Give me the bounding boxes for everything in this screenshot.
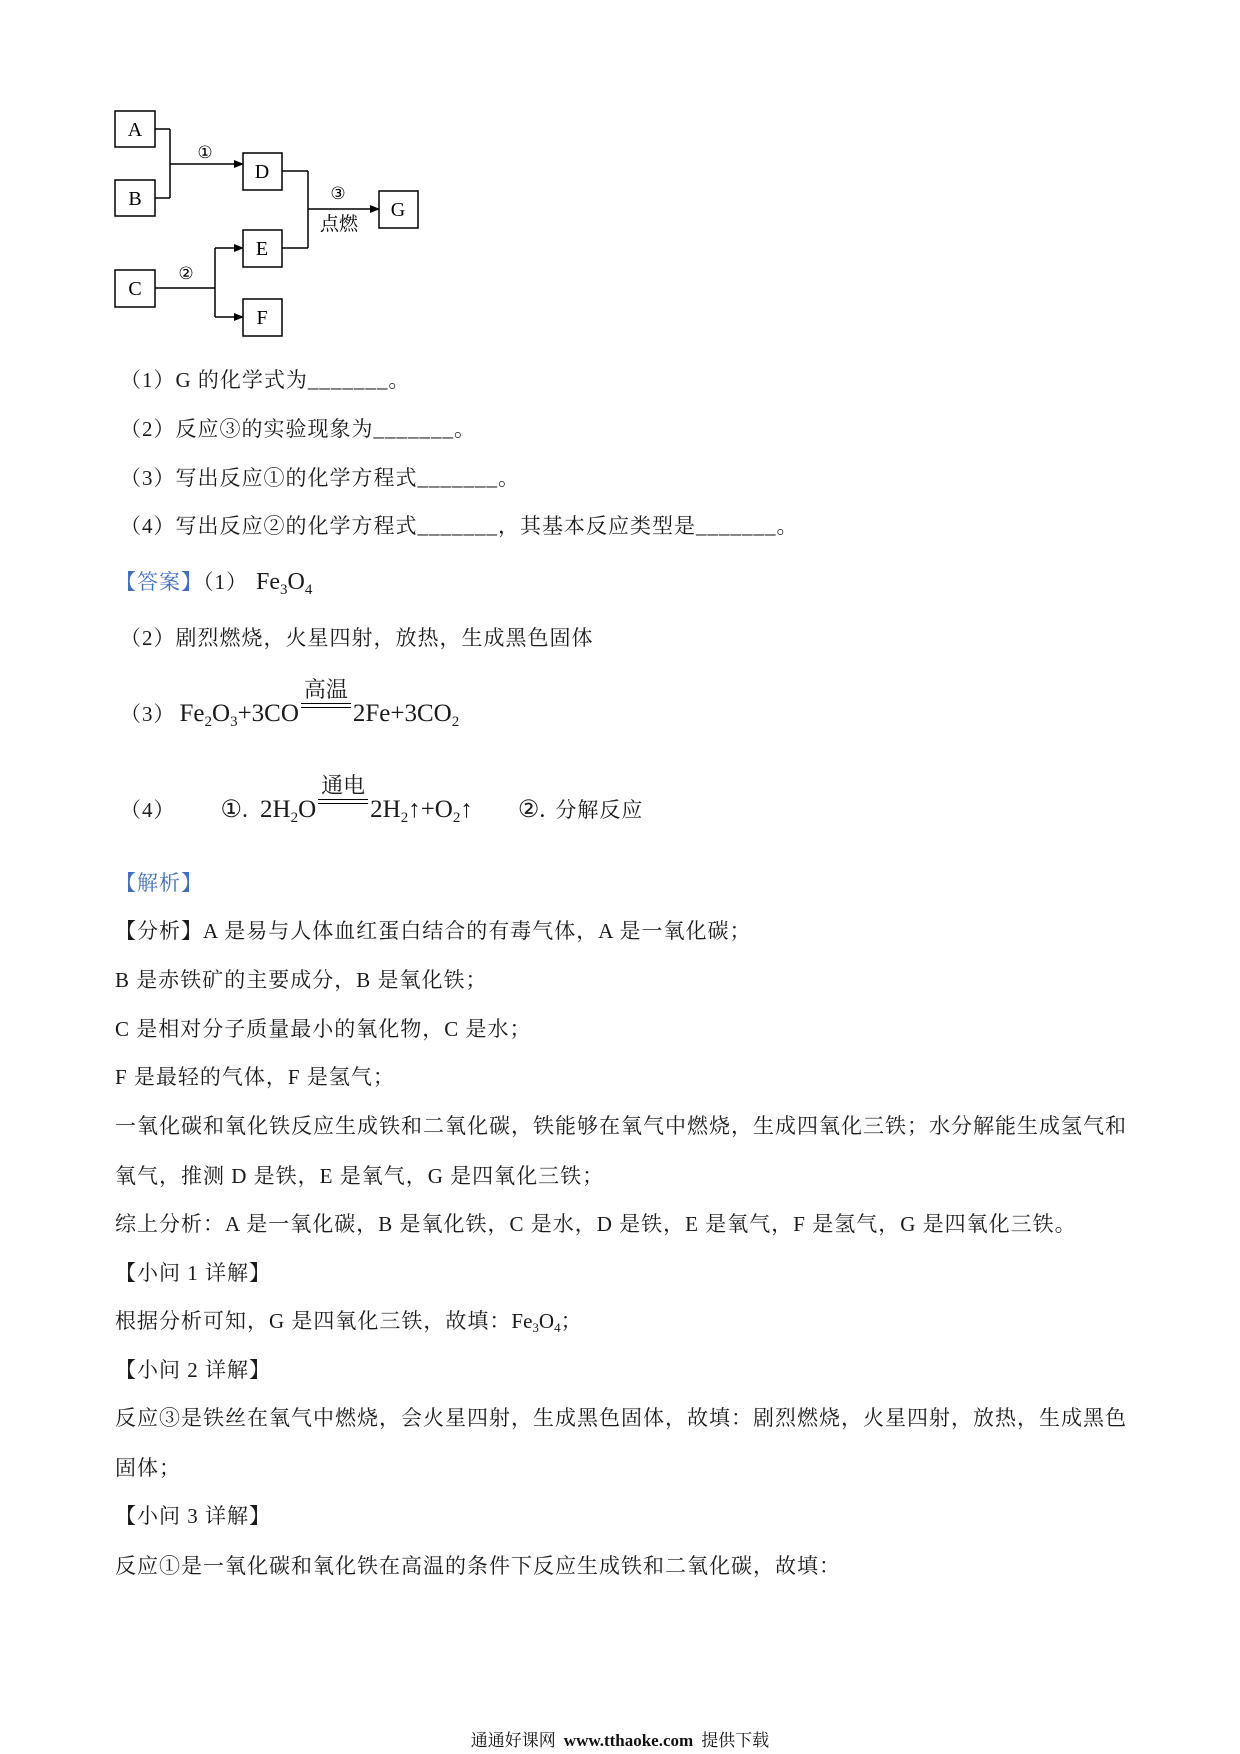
footer-note: 提供下载 [701, 1731, 770, 1750]
formula-text: O [287, 569, 305, 595]
reaction-condition [318, 773, 368, 817]
question-1: （1）G 的化学式为_______。 [120, 368, 411, 392]
question-2: （2）反应③的实验现象为_______。 [120, 417, 476, 441]
detail-2-line: 反应③是铁丝在氧气中燃烧，会火星四射，生成黑色固体，故填：剧烈燃烧，火星四射，放热，生成黑色 [115, 1406, 1127, 1430]
analysis-line: 氧气，推测 D 是铁，E 是氧气，G 是四氧化三铁； [115, 1164, 605, 1188]
formula-subscript: 2 [204, 714, 212, 730]
question-3: （3）写出反应①的化学方程式_______。 [120, 466, 520, 490]
box-g-label: G [390, 199, 406, 221]
analysis-line: 综上分析：A 是一氧化碳，B 是氧化铁，C 是水，D 是铁，E 是氧气，F 是氢气，G 是四氧化三铁。 [115, 1212, 1077, 1236]
formula-text: O [538, 1309, 555, 1333]
analysis-line: 【分析】A 是易与人体血红蛋白结合的有毒气体，A 是一氧化碳； [115, 919, 752, 943]
answer-4-row [120, 773, 644, 826]
formula-text: ↑+O [408, 796, 453, 823]
answer-label: 【答案】 [115, 570, 203, 594]
formula-text: 2H [260, 796, 291, 823]
formula-text: 2Fe+3CO [352, 700, 452, 727]
formula-subscript: 2 [451, 714, 460, 730]
detail-1-sentence: 根据分析可知，G 是四氧化三铁，故填： [115, 1309, 512, 1333]
answer-4-part1-label: ①. [220, 797, 249, 823]
detail-1-formula [511, 1309, 560, 1333]
answer-1-number: （1） [203, 570, 248, 594]
detail-1-end: ； [560, 1309, 583, 1333]
question-4: （4）写出反应②的化学方程式_______，其基本反应类型是_______。 [120, 514, 799, 538]
formula-subscript: 3 [280, 582, 288, 598]
detail-2-heading: 【小问 2 详解】 [115, 1358, 271, 1382]
answer-3-number: （3） [120, 702, 176, 726]
box-f-label: F [256, 307, 268, 329]
analysis-line: C 是相对分子质量最小的氧化物，C 是水； [115, 1017, 532, 1041]
formula-subscript: 3 [230, 714, 238, 730]
formula-text: +3CO [237, 700, 299, 727]
formula-subscript: 4 [554, 1320, 561, 1335]
analysis-line: 一氧化碳和氧化铁反应生成铁和二氧化碳，铁能够在氧气中燃烧，生成四氧化三铁；水分解能生成氢气和 [115, 1114, 1127, 1138]
reaction-3-label: ③ [330, 184, 346, 204]
footer-site-name: 通通好课网 [470, 1731, 556, 1750]
formula-text: 2H [370, 796, 401, 823]
detail-3-heading: 【小问 3 详解】 [115, 1504, 271, 1528]
formula-subscript: 4 [304, 582, 313, 598]
answer-4-part2-label: ②. [517, 797, 546, 823]
formula-text: Fe [179, 700, 205, 727]
formula-text: O [212, 700, 231, 727]
condition-text: 通电 [321, 773, 366, 798]
answer-2-text: 剧烈燃烧，火星四射，放热，生成黑色固体 [175, 626, 594, 650]
condition-text: 高温 [303, 677, 348, 702]
box-d-label: D [254, 161, 270, 183]
formula-subscript: 2 [400, 810, 409, 826]
box-a-label: A [127, 119, 143, 141]
detail-1-text [115, 1306, 583, 1336]
answer-2-row [120, 623, 594, 653]
reaction-condition [301, 677, 351, 721]
formula-text: ↑ [460, 796, 473, 823]
analysis-label: 【解析】 [115, 871, 203, 895]
detail-1-heading: 【小问 1 详解】 [115, 1261, 271, 1285]
answer-2-number: （2） [120, 626, 176, 650]
box-c-label: C [128, 278, 142, 300]
footer-url: www.tthaoke.com [563, 1731, 694, 1750]
equals-double-line [318, 799, 368, 804]
reaction-2-label: ② [178, 264, 194, 284]
answer-4-part2-text: 分解反应 [555, 798, 644, 822]
formula-text: Fe [256, 569, 280, 595]
answer-3-row [120, 677, 460, 730]
detail-2-line: 固体； [115, 1456, 181, 1480]
reaction-1-label: ① [197, 143, 213, 163]
answer-3-equation [179, 677, 460, 730]
equals-double-line [301, 703, 351, 708]
page-footer [0, 1729, 1240, 1753]
detail-3-text: 反应①是一氧化碳和氧化铁在高温的条件下反应生成铁和二氧化碳，故填： [115, 1554, 841, 1578]
answer-1-formula [256, 569, 313, 598]
formula-text: Fe [511, 1309, 533, 1333]
analysis-line: B 是赤铁矿的主要成分，B 是氧化铁； [115, 968, 488, 992]
analysis-line: F 是最轻的气体，F 是氢气； [115, 1065, 395, 1089]
answer-1-row [115, 567, 312, 597]
formula-subscript: 3 [532, 1320, 539, 1335]
box-b-label: B [128, 188, 142, 210]
formula-text: O [298, 796, 317, 823]
formula-subscript: 2 [290, 810, 299, 826]
reaction-flow-diagram [0, 0, 460, 350]
box-e-label: E [255, 238, 269, 260]
answer-4-equation [260, 773, 473, 826]
reaction-3-condition: 点燃 [319, 214, 359, 235]
formula-subscript: 2 [452, 810, 461, 826]
answer-4-number: （4） [120, 798, 176, 822]
